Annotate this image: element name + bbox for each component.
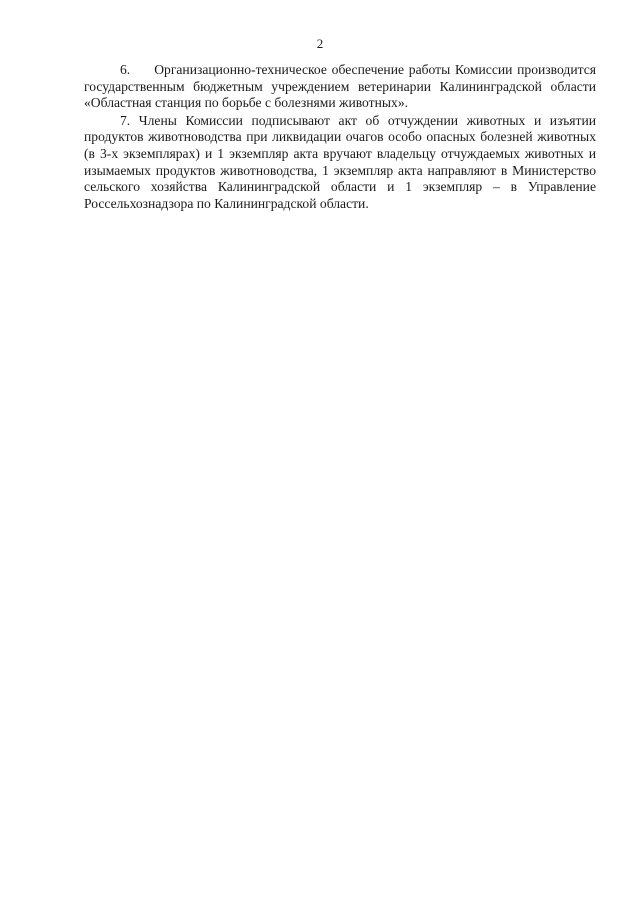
paragraph-text: Организационно-техническое обеспечение работы Комиссии производится государственным бюджетным учреждением ветеринарии Калининградской области «Областная станция по борьбе с болезнями животных». — [84, 62, 596, 111]
page-number: 2 — [316, 36, 324, 51]
paragraph-number: 6. — [120, 62, 131, 77]
paragraph-7 — [84, 113, 596, 213]
paragraph-number: 7. — [120, 112, 131, 128]
document-body — [84, 62, 596, 212]
paragraph-text: Члены Комиссии подписывают акт об отчуждении животных и изъятии продуктов животноводства при ликвидации очагов особо опасных болезней животных (в 3-х экземплярах) и 1 экземпляр акта вручают владельцу отчуждаемых животных и изымаемых продуктов животноводства, 1 экземпляр акта направляют в Министерство сельского хозяйства Калининградской области и 1 экземпляр – в Управление Россельхознадзора по Калининградской области. — [84, 112, 596, 211]
paragraph-6 — [84, 62, 596, 112]
